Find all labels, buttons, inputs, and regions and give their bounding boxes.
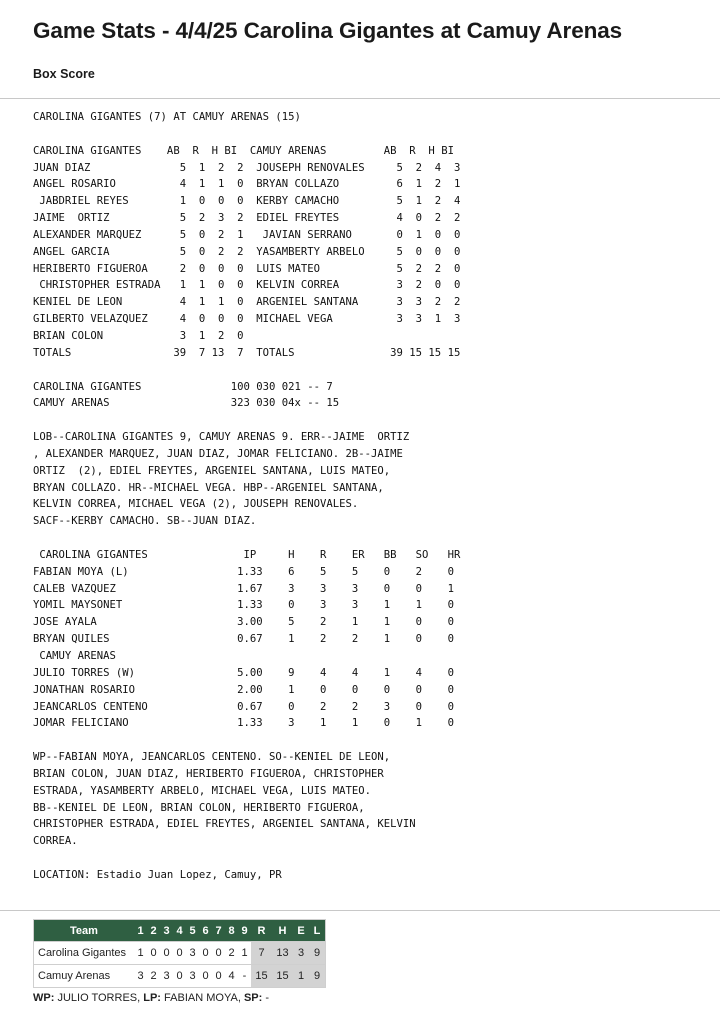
linescore-header-row [34, 920, 326, 942]
inning-score: 1 [134, 942, 147, 965]
linescore-header-inning: 4 [173, 920, 186, 942]
inning-score: 2 [147, 965, 160, 988]
page-title: Game Stats - 4/4/25 Carolina Gigantes at Camuy Arenas [33, 18, 623, 43]
team-name: Carolina Gigantes [34, 942, 135, 965]
inning-score: 3 [160, 965, 173, 988]
inning-score: 2 [225, 942, 238, 965]
linescore-header-hits: H [272, 920, 293, 942]
linescore-header-lob: L [309, 920, 326, 942]
inning-score: 0 [199, 942, 212, 965]
inning-score: 3 [134, 965, 147, 988]
linescore-table [33, 919, 326, 988]
pitching-decisions: WP: JULIO TORRES, LP: FABIAN MOYA, SP: - [33, 992, 270, 1004]
inning-score: - [238, 965, 251, 988]
inning-score: 0 [173, 965, 186, 988]
linescore-header-team: Team [34, 920, 135, 942]
linescore-header-errors: E [293, 920, 309, 942]
inning-score: 0 [160, 942, 173, 965]
inning-score: 0 [173, 942, 186, 965]
losing-pitcher-label: LP: [143, 992, 161, 1004]
linescore-header-inning: 7 [212, 920, 225, 942]
box-score-heading: Box Score [33, 67, 95, 81]
linescore-header-inning: 3 [160, 920, 173, 942]
linescore-header-inning: 5 [186, 920, 199, 942]
linescore-divider [0, 910, 720, 911]
total-hits: 13 [272, 942, 293, 965]
total-lob: 9 [309, 942, 326, 965]
inning-score: 0 [147, 942, 160, 965]
inning-score: 3 [186, 942, 199, 965]
inning-score: 0 [212, 942, 225, 965]
total-runs: 15 [251, 965, 272, 988]
total-hits: 15 [272, 965, 293, 988]
save-pitcher-label: SP: [243, 992, 263, 1004]
winning-pitcher: JULIO TORRES [57, 992, 138, 1004]
inning-score: 0 [199, 965, 212, 988]
linescore-header-inning: 9 [238, 920, 251, 942]
inning-score: 0 [212, 965, 225, 988]
team-name: Camuy Arenas [34, 965, 135, 988]
inning-score: 1 [238, 942, 251, 965]
linescore-header-inning: 6 [199, 920, 212, 942]
total-errors: 1 [293, 965, 309, 988]
box-score-text: CAROLINA GIGANTES (7) AT CAMUY ARENAS (15) CAROLINA GIGANTES AB R H BI CAMUY ARENAS AB R H BI JUAN DIAZ 5 1 2 2 JOUSEPH RENOVALES 5 2 4 3 ANGEL ROSARIO 4 1 1 0 BRYAN COLLAZO 6 1 2 1 JABDRIEL REYES 1 0 0 0 KERBY CAMACHO 5 1 2 4 JAIME ORTIZ 5 2 3 2 EDIEL FREYTES 4 0 2 2 ALEXANDER MARQUEZ 5 0 2 1 JAVIAN SERRANO 0 1 0 0 ANGEL GARCIA 5 0 2 2 YASAMBERTY ARBELO 5 0 0 0 HERIBERTO FIGUEROA 2 0 0 0 LUIS MATEO 5 2 2 0 CHRISTOPHER ESTRADA 1 1 0 0 KELVIN CORREA 3 2 0 0 KENIEL DE LEON 4 1 1 0 ARGENIEL SANTANA 3 3 2 2 GILBERTO VELAZQUEZ 4 0 0 0 MICHAEL VEGA 3 3 1 3 BRIAN COLON 3 1 2 0 TOTALS 39 7 13 7 TOTALS 39 15 15 15 CAROLINA GIGANTES 100 030 021 -- 7 CAMUY ARENAS 323 030 04x -- 15 LOB--CAROLINA GIGANTES 9, CAMUY ARENAS 9. ERR--JAIME ORTIZ , ALEXANDER MARQUEZ, JUAN DIAZ, JOMAR FELICIANO. 2B--JAIME ORTIZ (2), EDIEL FREYTES, ARGENIEL SANTANA, LUIS MATEO, BRYAN COLLAZO. HR--MICHAEL VEGA. HBP--ARGENIEL SANTANA, KELVIN CORREA, MICHAEL VEGA (2), JOUSEPH RENOVALES. SACF--KERBY CAMACHO. SB--JUAN DIAZ. CAROLINA GIGANTES IP H R ER BB SO HR FABIAN MOYA (L) 1.33 6 5 5 0 2 0 CALEB VAZQUEZ 1.67 3 3 3 0 0 1 YOMIL MAYSONET 1.33 0 3 3 1 1 0 JOSE AYALA 3.00 5 2 1 1 0 0 BRYAN QUILES 0.67 1 2 2 1 0 0 CAMUY ARENAS JULIO TORRES (W) 5.00 9 4 4 1 4 0 JONATHAN ROSARIO 2.00 1 0 0 0 0 0 JEANCARLOS CENTENO 0.67 0 2 2 3 0 0 JOMAR FELICIANO 1.33 3 1 1 0 1 0 WP--FABIAN MOYA, JEANCARLOS CENTENO. SO--KENIEL DE LEON, BRIAN COLON, JUAN DIAZ, HERIBERTO FIGUEROA, CHRISTOPHER ESTRADA, YASAMBERTY ARBELO, MICHAEL VEGA, LUIS MATEO. BB--KENIEL DE LEON, BRIAN COLON, HERIBERTO FIGUEROA, CHRISTOPHER ESTRADA, EDIEL FREYTES, ARGENIEL SANTANA, KELVIN CORREA. LOCATION: Estadio Juan Lopez, Camuy, PR [33, 111, 461, 881]
losing-pitcher: FABIAN MOYA [164, 992, 238, 1004]
inning-score: 4 [225, 965, 238, 988]
total-lob: 9 [309, 965, 326, 988]
linescore-header-runs: R [251, 920, 272, 942]
table-row [34, 965, 326, 988]
table-row [34, 942, 326, 965]
linescore-header-inning: 2 [147, 920, 160, 942]
top-divider [0, 98, 720, 99]
inning-score: 3 [186, 965, 199, 988]
save-pitcher: - [265, 992, 270, 1004]
total-errors: 3 [293, 942, 309, 965]
linescore-header-inning: 1 [134, 920, 147, 942]
linescore-header-inning: 8 [225, 920, 238, 942]
winning-pitcher-label: WP: [33, 992, 55, 1004]
total-runs: 7 [251, 942, 272, 965]
